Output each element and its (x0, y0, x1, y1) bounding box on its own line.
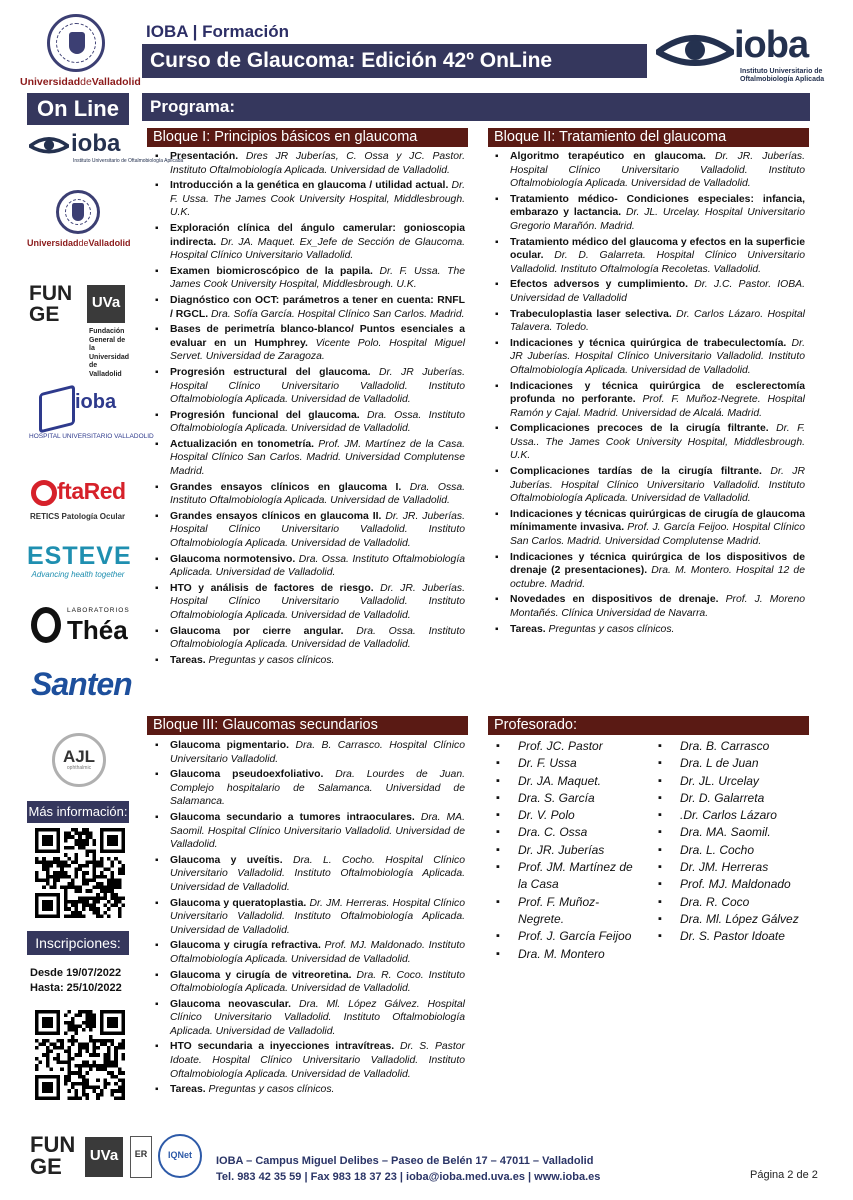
item-topic: Introducción a la genética en glaucoma / utilidad actual. (170, 180, 449, 192)
bloque-2-list (490, 150, 805, 638)
list-item (490, 551, 805, 592)
item-topic: Glaucoma y cirugía de vitreoretina. (170, 969, 352, 981)
item-speaker: Dra. Ossa. Instituto Oftalmobiología Aplicada. Universidad de Valladolid. (170, 625, 465, 651)
thea-word: Théa (67, 615, 128, 645)
list-item (150, 768, 465, 809)
professor-name: ▪ Dr. JM. Herreras (652, 859, 812, 876)
sponsor-oftared-logo (27, 472, 129, 528)
list-item (150, 481, 465, 508)
esteve-word: ESTEVE (27, 542, 132, 570)
sponsor-ioba-logo (27, 130, 184, 178)
item-speaker: Dra. Ossa. Instituto Oftalmobiología Aplicada. Universidad de Valladolid. (170, 553, 465, 579)
online-label: On Line (27, 93, 129, 125)
list-item (150, 510, 465, 551)
list-item (490, 337, 805, 378)
item-topic: HTO secundaria a inyecciones intravítreas. (170, 1041, 395, 1053)
item-topic: Exploración clínica del ángulo camerular: gonioscopia indirecta. (170, 222, 465, 248)
item-speaker: Dr. S. Pastor Idoate. Hospital Clínico Universitario Valladolid. Instituto Oftalmobiología Aplicada. Universidad de Valladolid. (170, 1041, 465, 1080)
item-topic: Glaucoma secundario a tumores intraoculares. (170, 811, 415, 823)
sponsor-ioba-word: ioba (71, 130, 121, 157)
item-topic: Actualización en tonometría. (170, 438, 315, 450)
item-speaker: Dra. Lourdes de Juan. Complejo hospitalario de Salamanca. Universidad de Salamanca. (170, 769, 465, 808)
hospital-building-icon (39, 385, 75, 434)
item-topic: Glaucoma neovascular. (170, 998, 292, 1010)
uva-logo (20, 14, 141, 88)
footer-address: IOBA – Campus Miguel Delibes – Paseo de Belén 17 – 47011 – Valladolid (216, 1155, 594, 1167)
item-topic: Novedades en dispositivos de drenaje. (510, 594, 719, 606)
thea-o-icon (31, 607, 61, 643)
professor-name: ▪ Prof. MJ. Maldonado (652, 876, 812, 893)
qr-code-registration-icon[interactable] (35, 1010, 125, 1100)
item-topic: Diagnóstico con OCT: parámetros a tener en cuenta: RNFL / RGCL. (170, 294, 465, 320)
item-speaker: Dr. JR Juberías. Hospital Clínico Universitario Valladolid. Instituto Oftalmobiología Aplicada. Universidad de Valladolid. (510, 337, 805, 376)
sponsor-santen-logo: Santen (31, 666, 132, 702)
item-topic: HTO y análisis de factores de riesgo. (170, 582, 374, 594)
list-item (490, 422, 805, 463)
professor-name: ▪ Dra. L. Cocho (652, 842, 812, 859)
item-topic: Glaucoma y cirugía refractiva. (170, 940, 321, 952)
professor-name: ▪ Dr. D. Galarreta (652, 790, 812, 807)
esteve-sub: Advancing health together (31, 570, 125, 579)
programa-heading: Programa: (142, 93, 810, 121)
professor-name: ▪ Dra. M. Montero (490, 946, 640, 963)
thea-lab: LABORATORIOS (67, 607, 130, 614)
item-speaker: Prof. MJ. Maldonado. Instituto Oftalmobiología Aplicada. Universidad de Valladolid. (170, 940, 466, 965)
item-topic: Glaucoma y uveítis. (170, 854, 283, 866)
list-item (150, 222, 465, 263)
list-item (490, 308, 805, 335)
professor-name: ▪ Dra. R. Coco (652, 894, 812, 911)
page-number: Página 2 de 2 (750, 1169, 818, 1181)
item-speaker: Dr. D. Galarreta. Hospital Clínico Universitario Valladolid. Instituto Oftalmología Recoletas. Valladolid. (510, 250, 805, 275)
list-item (150, 897, 465, 938)
item-speaker: Dr. JL. Urcelay. Hospital Universitario Gregorio Marañón. Madrid. (510, 207, 805, 232)
list-item (150, 438, 465, 479)
item-topic: Indicaciones y técnica quirúrgica de los dispositivos de drenaje (2 presentaciones). (510, 551, 805, 577)
ioba-subtitle: Instituto Universitario de Oftalmobiología Aplicada (740, 68, 825, 83)
item-topic: Tratamiento médico- Condiciones especiales: infancia, embarazo y lactancia. (510, 193, 805, 219)
list-item (150, 654, 465, 668)
list-item (490, 193, 805, 234)
list-item (150, 409, 465, 436)
footer-contact: Tel. 983 42 35 59 | Fax 983 18 37 23 | ioba@ioba.med.uva.es | www.ioba.es (216, 1171, 601, 1183)
item-speaker: Dra. R. Coco. Instituto Oftalmobiología Aplicada. Universidad de Valladolid. (170, 969, 465, 995)
item-topic: Glaucoma por cierre angular. (170, 625, 344, 637)
bloque-2-title: Bloque II: Tratamiento del glaucoma (488, 128, 809, 147)
list-item (150, 323, 465, 364)
list-item (150, 625, 465, 652)
item-speaker: Dr. Carlos Lázaro. Hospital Talavera. Toledo. (510, 308, 805, 334)
item-topic: Grandes ensayos clínicos en glaucoma II. (170, 510, 382, 522)
professor-name: ▪ Dra. B. Carrasco (652, 738, 812, 755)
sponsor-esteve-logo (27, 542, 132, 586)
list-item (490, 465, 805, 506)
item-topic: Algoritmo terapéutico en glaucoma. (510, 151, 706, 162)
mas-info-label: Más información: (27, 801, 129, 823)
item-speaker: Dr. JR. Juberías. Hospital Clínico Universitario Valladolid. Instituto Oftalmobiología Aplicada. Universidad de Valladolid. (510, 151, 806, 190)
professor-name: ▪ Prof. J. García Feijoo (490, 928, 640, 945)
item-speaker: Dra. Sofía García. Hospital Clínico San Carlos. Madrid. (208, 308, 465, 320)
list-item (150, 366, 465, 407)
item-topic: Progresión estructural del glaucoma. (170, 366, 371, 378)
item-speaker: Dra. Ossa. Instituto Oftalmobiología Aplicada. Universidad de Valladolid. (170, 409, 465, 435)
ajl-sub: ophthalmic (66, 765, 92, 771)
date-to: Hasta: 25/10/2022 (30, 982, 122, 994)
sponsor-thea-logo (27, 603, 129, 649)
professor-name: ▪ Dra. C. Ossa (490, 824, 640, 841)
item-topic: Tareas. (170, 654, 206, 666)
professor-name: ▪ Dr. JL. Urcelay (652, 773, 812, 790)
professor-name: ▪ Dra. L de Juan (652, 755, 812, 772)
sponsor-hospital-logo (27, 387, 154, 453)
profesorado-col-1 (490, 738, 640, 963)
sponsor-ajl-logo (27, 733, 129, 793)
registration-dates (30, 966, 130, 996)
oftared-word: ftaRed (57, 478, 126, 504)
qr-code-info-icon[interactable] (35, 828, 125, 918)
item-speaker: Prof. J. Moreno Montañés. Clínica Universidad de Navarra. (510, 594, 805, 619)
oftared-sub: RETICS Patología Ocular (30, 512, 126, 521)
ajl-ring (52, 733, 106, 787)
item-speaker: Dr. J.C. Pastor. IOBA. Universidad de Valladolid (510, 279, 806, 304)
professor-name: ▪ Dr. S. Pastor Idoate (652, 928, 812, 945)
list-item (150, 265, 465, 292)
item-speaker: Dr. JA. Maquet. Ex_Jefe de Sección de Glaucoma. Hospital Clínico Universitario Valladolid. (170, 236, 465, 262)
professor-name: ▪ Dr. JR. Juberías (490, 842, 640, 859)
item-speaker: Dr. F. Ussa. The James Cook University Hospital, Middlesbrough. U.K. (170, 180, 465, 219)
aenor-cert-badge: ER (130, 1136, 152, 1178)
bloque-3-title: Bloque III: Glaucomas secundarios (147, 716, 468, 735)
item-topic: Bases de perimetría blanco-blanco/ Puntos esenciales a evaluar en un Humphrey. (170, 324, 465, 349)
item-topic: Tareas. (170, 1084, 206, 1096)
footer-funge-wordmark: FUN GE (30, 1132, 76, 1179)
item-speaker: Prof. JM. Martínez de la Casa. Hospital Clínico San Carlos. Madrid. Universidad Complutense Madrid. (170, 438, 466, 478)
item-topic: Glaucoma y queratoplastia. (170, 897, 307, 909)
funge-uva-badge: UVa (87, 285, 125, 323)
sponsor-funge-logo (27, 283, 129, 383)
item-topic: Glaucoma pseudoexfoliativo. (170, 769, 324, 781)
item-speaker: Vicente Polo. Hospital Miguel Servet. Universidad de Zaragoza. (170, 337, 466, 363)
professor-name: ▪ Prof. F. Muñoz-Negrete. (490, 894, 640, 929)
footer-funge-logo (28, 1134, 126, 1182)
list-item (150, 582, 465, 623)
list-item (150, 739, 465, 766)
item-topic: Indicaciones y técnica quirúrgica de esclerectomía profunda no perforante. (510, 380, 805, 406)
item-speaker: Dr. JR. Juberías. Hospital Clínico Universitario Valladolid. Instituto Oftalmobiología Aplicada. Universidad de Valladolid. (170, 582, 466, 621)
item-speaker: Dra. M. Montero. Hospital 12 de octubre. Madrid. (510, 565, 805, 590)
item-topic: Presentación. (170, 151, 239, 162)
item-speaker: Dra. MA. Saomil. Hospital Clínico Universitario Valladolid. Universidad de Valladolid. (170, 811, 465, 851)
iqnet-cert-badge: IQNet (158, 1134, 202, 1178)
bloque-3-list (150, 739, 465, 1099)
funge-label: Fundación General de la Universidad de Valladolid (89, 328, 130, 378)
uva-seal-icon (56, 190, 100, 234)
item-speaker: Dr. JR Juberías. Hospital Clínico Universitario Valladolid. Instituto Oftalmobiología Aplicada. Universidad de Valladolid. (510, 466, 805, 505)
professor-name: ▪ Dra. S. García (490, 790, 640, 807)
list-item (490, 508, 805, 549)
item-speaker: Preguntas y casos clínicos. (205, 654, 335, 666)
eye-icon (29, 134, 69, 156)
item-speaker: Dr. JM. Herreras. Hospital Clínico Universitario Valladolid. Instituto Oftalmobiología Aplicada. Universidad de Valladolid. (170, 897, 465, 936)
item-speaker: Dres JR Juberías, C. Ossa y JC. Pastor. Instituto Oftalmobiología Aplicada. Universidad de Valladolid. (170, 151, 465, 176)
item-topic: Indicaciones y técnica quirúrgica de trabeculectomía. (510, 337, 787, 349)
profesorado-title: Profesorado: (488, 716, 809, 735)
inscripciones-label: Inscripciones: (27, 931, 129, 955)
item-topic: Examen biomicroscópico de la papila. (170, 265, 373, 277)
sponsor-uva-logo (27, 190, 129, 265)
item-speaker: Prof. J. García Feijoo. Hospital Clínico San Carlos. Madrid. Universidad Complutense Madrid. (510, 522, 805, 548)
list-item (150, 553, 465, 580)
uva-name: UniversidaddeValladolid (20, 76, 141, 88)
professor-name: ▪ Prof. JC. Pastor (490, 738, 640, 755)
ioba-wordmark: ioba (734, 24, 809, 66)
list-item (490, 236, 805, 277)
item-speaker: Dra. L. Cocho. Hospital Clínico Universitario Valladolid. Instituto Oftalmobiología Aplicada. Universidad de Valladolid. (170, 854, 465, 893)
list-item (150, 939, 465, 966)
item-topic: Complicaciones tardías de la cirugía filtrante. (510, 466, 762, 478)
professor-name: ▪ .Dr. Carlos Lázaro (652, 807, 812, 824)
list-item (490, 593, 805, 620)
list-item (490, 380, 805, 421)
item-speaker: Preguntas y casos clínicos. (205, 1084, 335, 1096)
professor-name: ▪ Dr. V. Polo (490, 807, 640, 824)
item-topic: Complicaciones precoces de la cirugía filtrante. (510, 423, 769, 435)
header-subtitle: IOBA | Formación (146, 22, 289, 41)
professor-name: ▪ Dr. JA. Maquet. (490, 773, 640, 790)
oftared-o-icon (31, 480, 57, 506)
profesorado-col-2 (652, 738, 812, 946)
item-topic: Glaucoma normotensivo. (170, 553, 296, 565)
sponsor-uva-name: UniversidaddeValladolid (27, 238, 131, 248)
item-topic: Progresión funcional del glaucoma. (170, 409, 360, 421)
date-from: Desde 19/07/2022 (30, 967, 122, 979)
list-item (150, 179, 465, 220)
list-item (150, 294, 465, 321)
sponsor-ioba-sub: Instituto Universitario de Oftalmobiología Aplicada (73, 158, 184, 164)
list-item (490, 150, 805, 191)
list-item (490, 278, 805, 305)
list-item (150, 1083, 465, 1097)
item-speaker: Dr. F. Ussa.. The James Cook University Hospital, Middlesbrough. U.K. (510, 423, 805, 462)
bloque-1-title: Bloque I: Principios básicos en glaucoma (147, 128, 468, 147)
footer-funge-uva-badge: UVa (85, 1137, 123, 1177)
funge-wordmark: FUN GE (29, 282, 73, 326)
item-speaker: Prof. F. Muñoz-Negrete. Hospital Ramón y Cajal. Madrid. Universidad de Alcalá. Madrid. (510, 394, 805, 419)
ajl-word: AJL (62, 747, 96, 766)
professor-name: ▪ Dra. MA. Saomil. (652, 824, 812, 841)
item-topic: Grandes ensayos clínicos en glaucoma I. (170, 481, 402, 493)
list-item (150, 1040, 465, 1081)
hospital-ioba-word: ioba (75, 391, 117, 413)
page-title: Curso de Glaucoma: Edición 42º OnLine (142, 44, 647, 78)
list-item (150, 998, 465, 1039)
item-topic: Glaucoma pigmentario. (170, 740, 290, 751)
eye-icon (656, 30, 734, 70)
item-topic: Tareas. (510, 623, 546, 635)
ioba-logo (656, 24, 836, 84)
item-speaker: Dra. B. Carrasco. Hospital Clínico Universitario Valladolid. (170, 740, 465, 765)
bloque-1-list (150, 150, 465, 669)
hospital-label: HOSPITAL UNIVERSITARIO VALLADOLID (29, 433, 154, 440)
professor-name: ▪ Dr. F. Ussa (490, 755, 640, 772)
list-item (150, 969, 465, 996)
item-topic: Trabeculoplastia laser selectiva. (510, 308, 672, 320)
item-topic: Efectos adversos y cumplimiento. (510, 279, 688, 291)
list-item (150, 811, 465, 852)
item-speaker: Dra. Ml. López Gálvez. Hospital Clínico Universitario Valladolid. Instituto Oftalmobiología Aplicada. Universidad de Valladolid. (170, 998, 465, 1037)
item-topic: Tratamiento médico del glaucoma y efectos en la superficie ocular. (510, 236, 805, 262)
professor-name: ▪ Prof. JM. Martínez de la Casa (490, 859, 640, 894)
professor-name: ▪ Dra. Ml. López Gálvez (652, 911, 812, 928)
list-item (490, 623, 805, 637)
uva-seal-icon (47, 14, 105, 72)
item-speaker: Dr. F. Ussa. The James Cook University Hospital, Middlesbrough. U.K. (170, 265, 465, 291)
list-item (150, 854, 465, 895)
item-speaker: Dr. JR Juberías. Hospital Clínico Universitario Valladolid. Instituto Oftalmobiología Aplicada. Universidad de Valladolid. (170, 366, 465, 406)
item-speaker: Dra. Ossa. Instituto Oftalmobiología Aplicada. Universidad de Valladolid. (170, 481, 465, 507)
item-speaker: Preguntas y casos clínicos. (545, 623, 675, 635)
item-topic: Indicaciones y técnicas quirúrgicas de cirugía de glaucoma mínimamente invasiva. (510, 508, 805, 534)
item-speaker: Dr. JR. Juberías. Hospital Clínico Universitario Valladolid. Instituto Oftalmobiología Aplicada. Universidad de Valladolid. (170, 510, 465, 550)
list-item (150, 150, 465, 177)
